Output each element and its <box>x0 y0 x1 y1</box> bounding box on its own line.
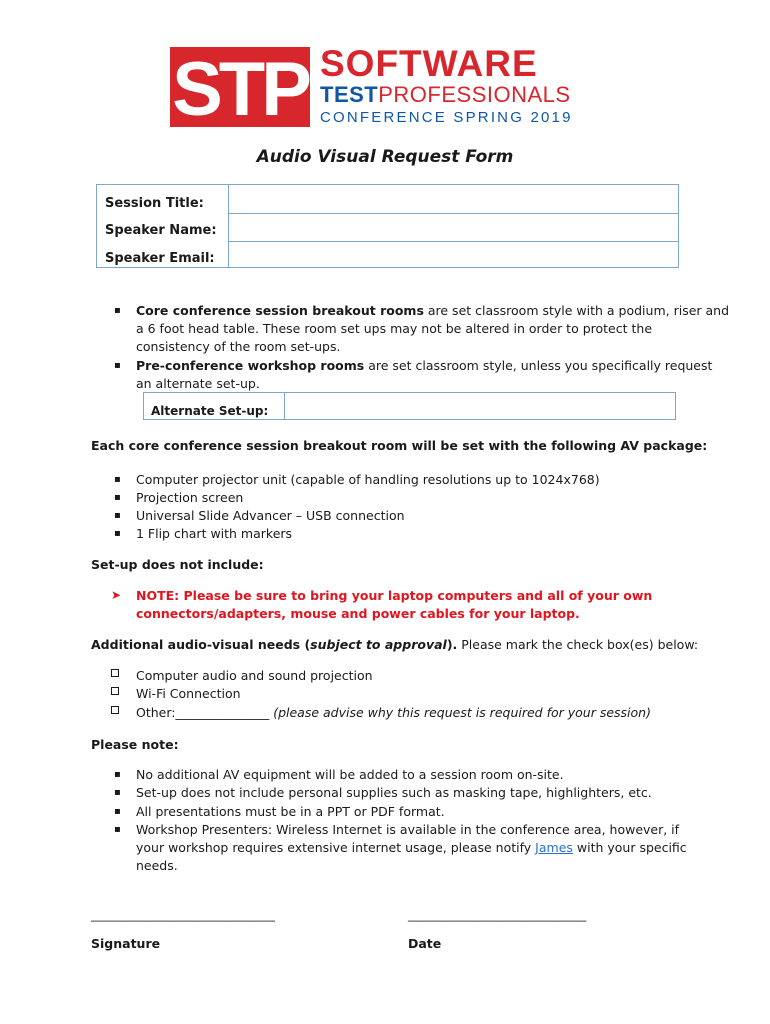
checkbox-computer-audio[interactable] <box>111 669 119 677</box>
session-info-table <box>96 184 679 268</box>
stp-logo-mark <box>170 47 310 127</box>
session-title-field[interactable] <box>233 189 673 209</box>
laptop-note-line2: connectors/adapters, mouse and power cables for your laptop. <box>136 606 580 621</box>
checkbox-other[interactable] <box>111 706 119 714</box>
bullet-icon <box>114 492 121 503</box>
alternate-setup-label: Alternate Set-up: <box>151 404 269 418</box>
av-item-flipchart: 1 Flip chart with markers <box>136 526 293 541</box>
date-label: Date <box>408 936 442 951</box>
av-item-screen: Projection screen <box>136 490 244 505</box>
alternate-setup-field[interactable] <box>289 396 669 416</box>
please-note-4-line3: needs. <box>136 858 178 873</box>
av-package-heading: Each core conference session breakout room will be set with the following AV package: <box>91 438 708 453</box>
signature-label: Signature <box>91 936 161 951</box>
bullet-icon <box>114 474 121 485</box>
av-item-advancer: Universal Slide Advancer – USB connection <box>136 508 405 523</box>
room-note-preconf-line2: an alternate set-up. <box>136 376 260 391</box>
room-note-core-line3: consistency of the room set-ups. <box>136 339 341 354</box>
please-note-4: Workshop Presenters: Wireless Internet is available in the conference area, however, if <box>136 822 680 837</box>
bullet-icon <box>114 305 121 316</box>
james-link[interactable]: James <box>535 840 573 855</box>
please-note-2: Set-up does not include personal supplies such as masking tape, highlighters, etc. <box>136 785 652 800</box>
logo-professionals: PROFESSIONALS <box>378 82 571 107</box>
bullet-icon <box>114 528 121 539</box>
please-note-1: No additional AV equipment will be added to a session room on-site. <box>136 767 564 782</box>
room-note-core: Core conference session breakout rooms are set classroom style with a podium, riser and <box>136 303 730 318</box>
alternate-setup-box <box>143 392 676 420</box>
conference-logo <box>170 44 602 128</box>
date-line[interactable]: _______________________________ <box>408 908 587 922</box>
please-note-3: All presentations must be in a PPT or PDF format. <box>136 804 445 819</box>
additional-needs-heading: Additional audio-visual needs (subject to approval). Please mark the check box(es) below: <box>91 637 699 652</box>
bullet-icon <box>114 360 121 371</box>
please-note-heading: Please note: <box>91 737 179 752</box>
stp-logo-text: STP <box>172 47 308 127</box>
bullet-icon <box>114 769 121 780</box>
speaker-email-label: Speaker Email: <box>105 251 215 266</box>
option-wifi: Wi-Fi Connection <box>136 686 241 701</box>
option-computer-audio: Computer audio and sound projection <box>136 668 373 683</box>
please-note-4-line2: your workshop requires extensive internet usage, please notify James with your specific <box>136 840 687 855</box>
bullet-icon <box>114 787 121 798</box>
logo-test-professionals <box>320 82 571 108</box>
signature-line[interactable]: ________________________________ <box>91 908 275 922</box>
arrow-bullet-icon: ➤ <box>111 588 122 602</box>
laptop-note: NOTE: Please be sure to bring your laptop computers and all of your own <box>136 588 653 603</box>
logo-test: TEST <box>320 82 379 107</box>
speaker-name-label: Speaker Name: <box>105 223 217 238</box>
logo-software: SOFTWARE <box>320 43 538 84</box>
bullet-icon <box>114 824 121 835</box>
av-item-projector: Computer projector unit (capable of handling resolutions up to 1024x768) <box>136 472 600 487</box>
logo-conference-spring: CONFERENCE SPRING 2019 <box>320 109 573 126</box>
form-title: Audio Visual Request Form <box>256 147 514 167</box>
room-note-preconf: Pre-conference workshop rooms are set classroom style, unless you specifically request <box>136 358 713 373</box>
speaker-email-field[interactable] <box>233 245 673 265</box>
setup-excludes-heading: Set-up does not include: <box>91 557 264 572</box>
speaker-name-field[interactable] <box>233 217 673 237</box>
checkbox-wifi[interactable] <box>111 687 119 695</box>
bullet-icon <box>114 806 121 817</box>
bullet-icon <box>114 510 121 521</box>
room-note-core-line2: a 6 foot head table. These room set ups may not be altered in order to protect the <box>136 321 653 336</box>
session-title-label: Session Title: <box>105 196 204 211</box>
option-other: Other:_______________ (please advise why this request is required for your session) <box>136 705 651 720</box>
